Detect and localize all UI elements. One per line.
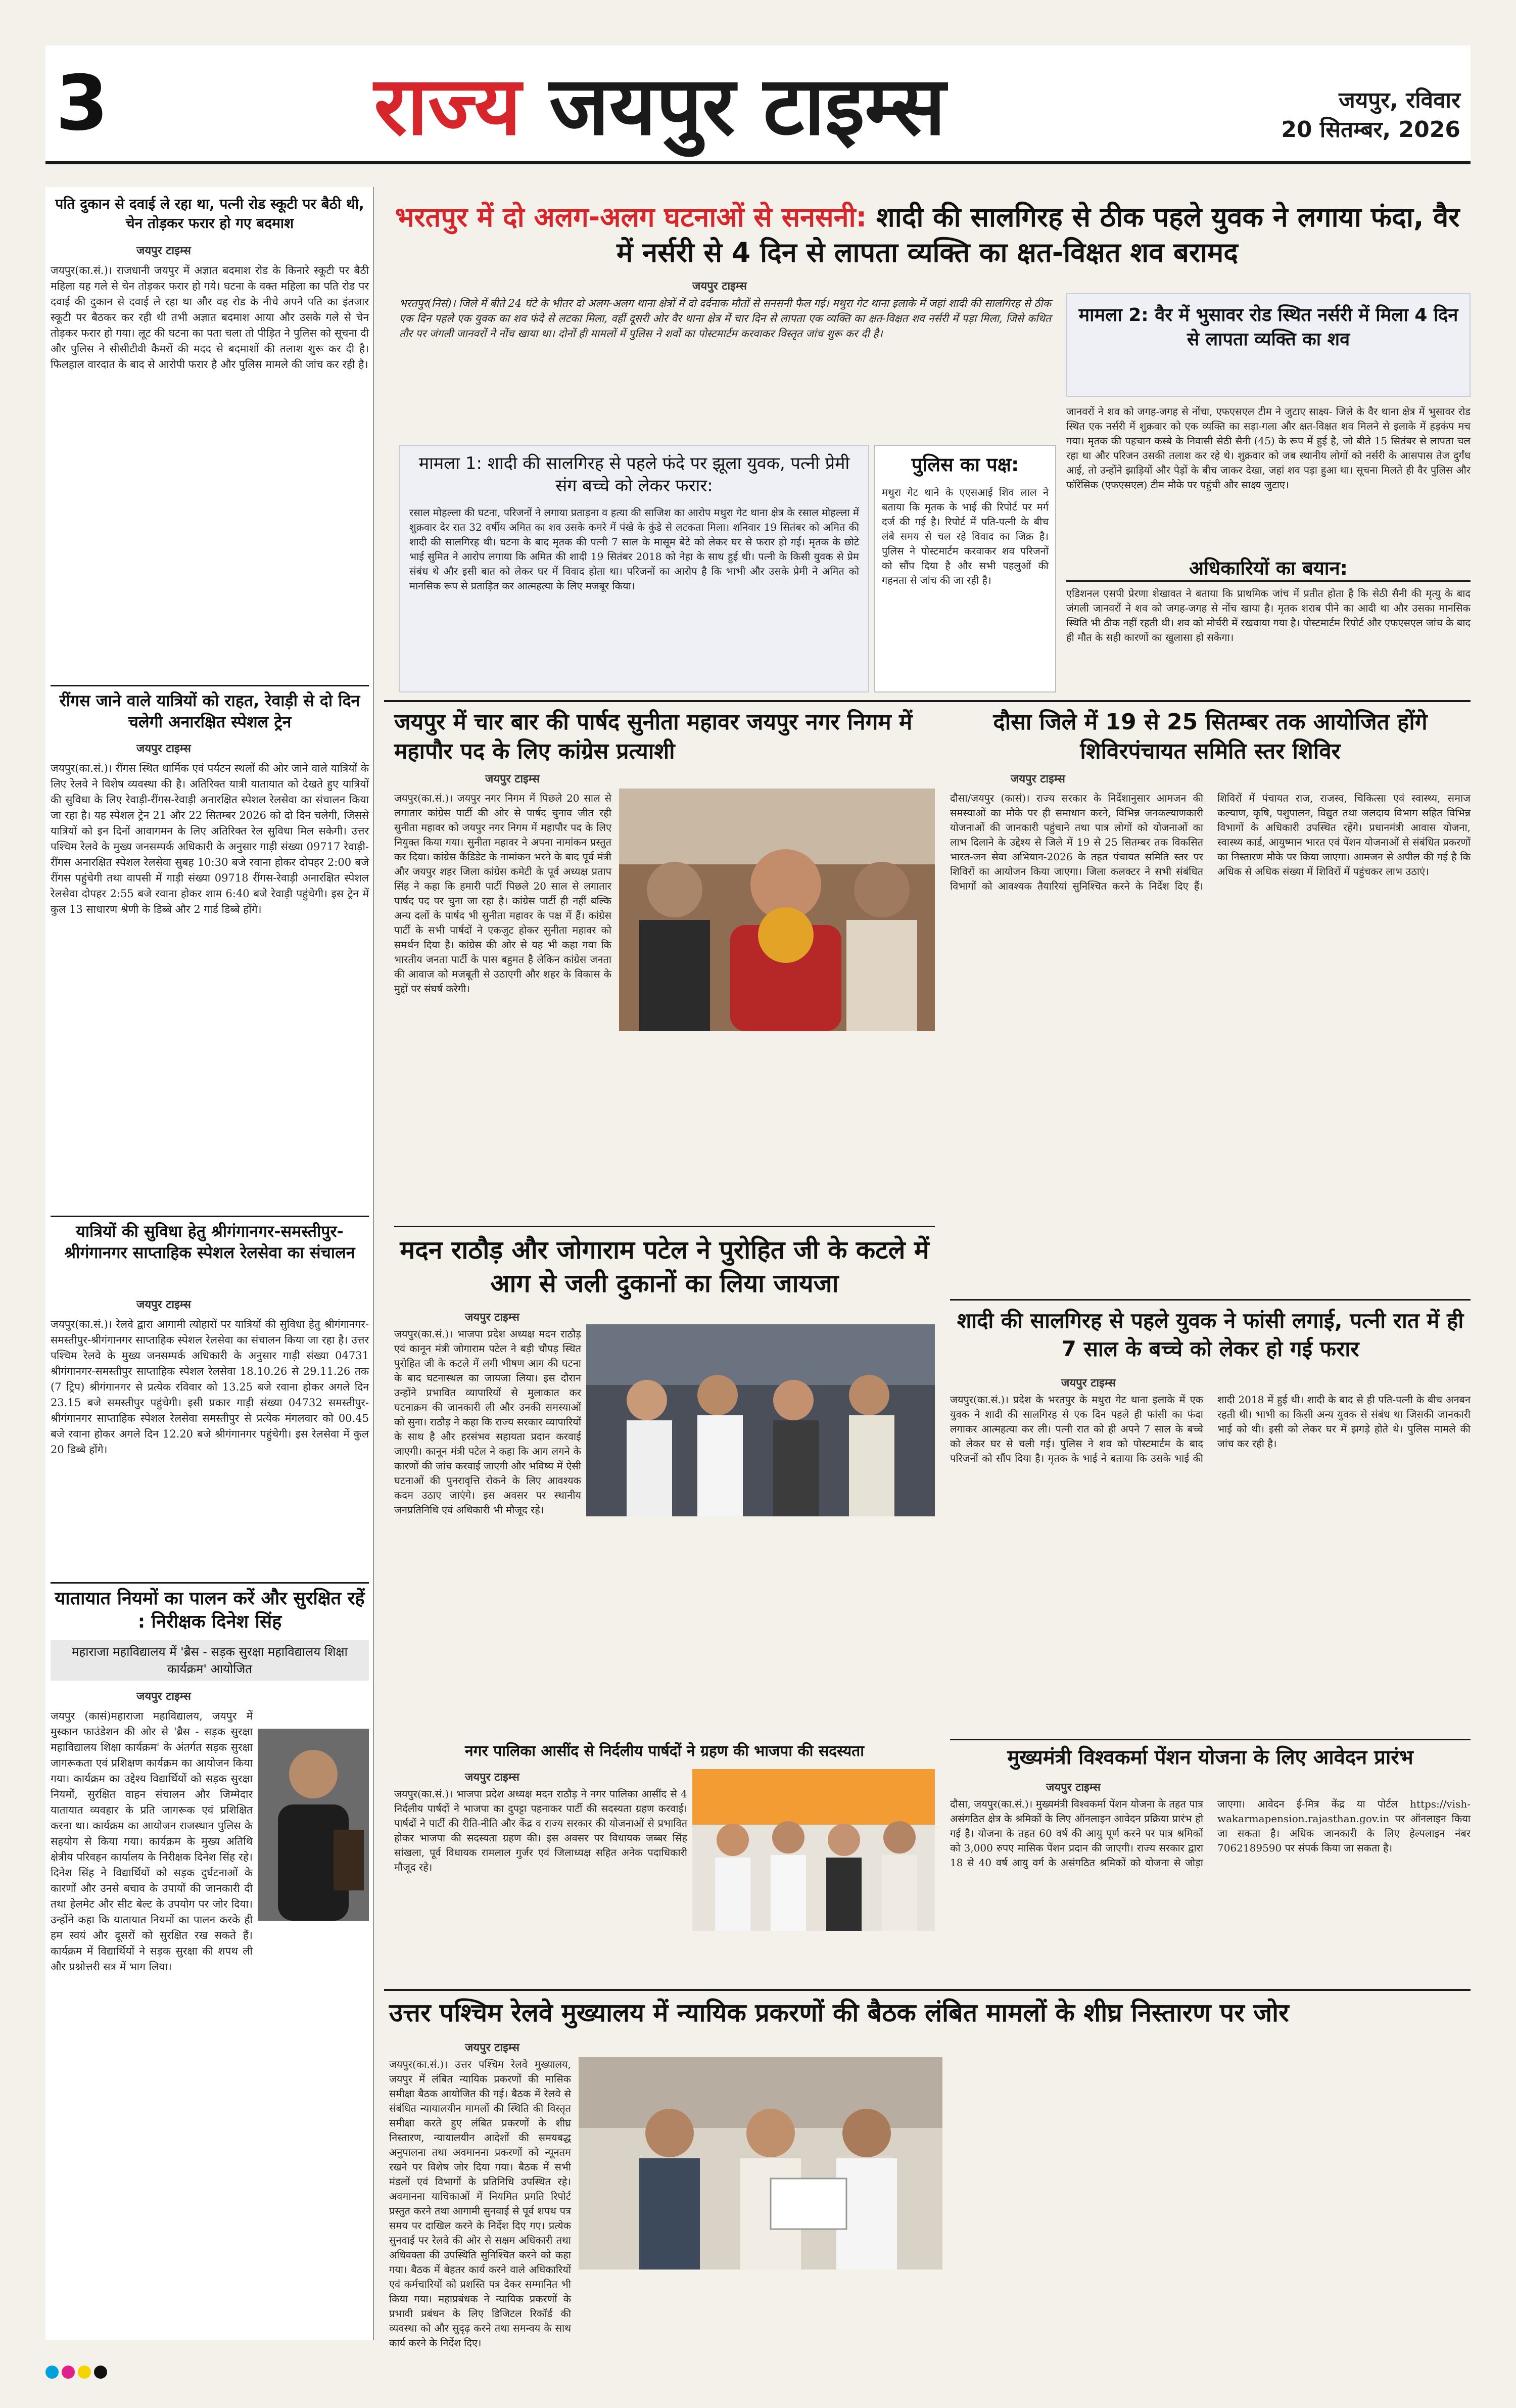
- inspection-photo-graphic: [586, 1324, 935, 1516]
- mid-m2-photo: [586, 1324, 935, 1516]
- registration-dot-cyan: [45, 2366, 59, 2379]
- lead-byline: जयपुर टाइम्स: [692, 280, 747, 293]
- mid-m1-headline: जयपुर में चार बार की पार्षद सुनीता महावर जयपुर नगर निगम में महापौर पद के लिए कांग्रेस प्रत्याशी: [394, 709, 913, 764]
- lead-case2-headline: मामला 2: वैर में भुसावर रोड स्थित नर्सरी में मिला 4 दिन से लापता व्यक्ति का शव: [1078, 305, 1458, 350]
- bottom-body-photo-caption: [579, 2275, 942, 2340]
- col1-a1-headline: पति दुकान से दवाई ले रहा था, पत्नी रोड स्कूटी पर बैठी थी, चेन तोड़कर फरार हो गए बदमाश: [55, 196, 364, 231]
- membership-photo-graphic: [692, 1769, 935, 1931]
- lead-headline-red: भरतपुर में दो अलग-अलग घटनाओं से सनसनी:: [395, 201, 867, 233]
- lead-intro: भरतपुर(निसं)। जिले में बीते 24 घंटे के भीतर दो अलग-अलग थाना क्षेत्रों में दो दर्दनाक मौतों से सनसनी फैल गई। मथुरा गेट थाना इलाके में जहां शादी की सालगिरह से ठीक एक दिन पहले एक युवक का शव फंदे से लटका मिला, वहीं दूसरी ओर वैर थाना क्षेत्र में चार दिन से लापता एक व्यक्ति का क्षत-विक्षत शव नर्सरी में पड़ा मिला, जिसे कथित तौर पर जंगली जानवरों ने नोंच खाया था। दोनों ही मामलों में पुलिस ने शवों का पोस्टमार्टम करवाकर विस्तृत जांच शुरू कर दी है।: [399, 297, 1051, 340]
- masthead-title-red: राज्य: [374, 59, 522, 153]
- mid-r1-body: दौसा/जयपुर (कासं)। राज्य सरकार के निर्देशानुसार आमजन की समस्याओं का मौके पर ही समाधान करने, विभिन्न जनकल्याणकारी योजनाओं की जानकारी पहुंचाने तथा पात्र लोगों को योजनाओं का लाभ दिलाने के उद्देश्य से जिले में 19 से 25 सितम्बर तक विकसित भारत-जन सेवा अभियान-2026 के तहत पंचायत समिति स्तर पर शिविरों का आयोजन किया जाएगा। जिला कलक्टर ने सभी संबंधित विभागों को आवश्यक तैयारियां सुनिश्चित करने के निर्देश दिए हैं। शिविरों में पंचायत राज, राजस्व, चिकित्सा एवं स्वास्थ्य, समाज कल्याण, कृषि, पशुपालन, विद्युत तथा जलदाय विभाग सहित विभिन्न विभागों के अधिकारी उपस्थित रहेंगे। प्रधानमंत्री आवास योजना, स्वास्थ्य कार्ड, आयुष्मान भारत एवं पेंशन योजनाओं से संबंधित प्रकरणों का निस्तारण मौके पर किया जाएगा। आमजन से अपील की गई है कि अधिक से अधिक संख्या में शिविरों में पहुंचकर लाभ उठाएं।: [950, 792, 1471, 892]
- bottom-body-left: जयपुर(का.सं.)। उत्तर पश्चिम रेलवे मुख्यालय, जयपुर में लंबित न्यायिक प्रकरणों की मासिक समीक्षा बैठक आयोजित की गई। बैठक में रेलवे से संबंधित न्यायालयीन मामलों की स्थिति की विस्तृत समीक्षा करते हुए लंबित प्रकरणों के शीघ्र निस्तारण, न्यायालयीन आदेशों की समयबद्ध अनुपालना तथा अवमानना प्रकरणों को न्यूनतम रखने पर विशेष जोर दिया गया। बैठक में सभी मंडलों एवं विभागों के प्रतिनिधि उपस्थित रहे। अवमानना याचिकाओं में नियमित प्रगति रिपोर्ट प्रस्तुत करने तथा आगामी सुनवाई से पूर्व शपथ पत्र समय पर दाखिल करने के निर्देश दिए गए। प्रत्येक सुनवाई पर रेलवे की ओर से सक्षम अधिकारी तथा अधिवक्ता की उपस्थिति सुनिश्चित करने को कहा गया। बैठक में बेहतर कार्य करने वाले अधिकारियों एवं कर्मचारियों को प्रशस्ति पत्र देकर सम्मानित भी किया गया। महाप्रबंधक ने न्यायिक प्रकरणों के प्रभावी प्रबंधन के लिए डिजिटल रिकॉर्ड की व्यवस्था को और सुदृढ़ करने तथा समन्वय के साथ कार्य करने के निर्देश दिए।: [389, 2058, 571, 2349]
- mid-r2-headline: शादी की सालगिरह से पहले युवक ने फांसी लगाई, पत्नी रात में ही 7 साल के बच्चे को लेकर हो गई फरार: [957, 1308, 1464, 1361]
- mid-right-divider-1: [950, 1299, 1471, 1301]
- lead-case1-headline: मामला 1: शादी की सालगिरह से पहले फंदे पर झूला युवक, पत्नी प्रेमी संग बच्चे को लेकर फरार:: [418, 453, 850, 496]
- bottom-body-right: [950, 2057, 1471, 2340]
- col1-a4-body: जयपुर (कासं)महाराजा महाविद्यालय, जयपुर में मुस्कान फाउंडेशन की ओर से 'ब्रैस - सड़क सुरक्षा महाविद्यालय शिक्षा कार्यक्रम' के अंतर्गत सड़क सुरक्षा जागरूकता एवं प्रशिक्षण कार्यक्रम का आयोजन किया गया। कार्यक्रम का उद्देश्य विद्यार्थियों को सड़क सुरक्षा नियमों, सुरक्षित वाहन संचालन और जिम्मेदार यातायात व्यवहार के प्रति जागरूक एवं प्रशिक्षित करना था। कार्यक्रम का आयोजन राजस्थान पुलिस के सहयोग से किया गया। कार्यक्रम के मुख्य अतिथि क्षेत्रीय परिवहन कार्यालय के निरीक्षक दिनेश सिंह रहे। दिनेश सिंह ने विद्यार्थियों को सड़क दुर्घटनाओं के कारणों और उनसे बचाव के उपायों की जानकारी दी तथा हेलमेट और सीट बेल्ट के उपयोग पर जोर दिया। उन्होंने कहा कि यातायात नियमों का पालन करके ही हम स्वयं और दूसरों को सुरक्षित रख सकते हैं। कार्यक्रम में विद्यार्थियों ने सड़क सुरक्षा की शपथ ली और प्रश्नोत्तरी सत्र में भाग लिया।: [51, 1710, 253, 1973]
- mid-r3-body: दौसा, जयपुर(का.सं.)। मुख्यमंत्री विश्वकर्मा पेंशन योजना के तहत पात्र असंगठित क्षेत्र के श्रमिकों के लिए ऑनलाइन आवेदन प्रक्रिया प्रारंभ हो गई है। योजना के तहत 60 वर्ष की आयु पूर्ण करने पर पात्र श्रमिकों को 3,000 रुपए मासिक पेंशन प्रदान की जाएगी। राज्य सरकार द्वारा 18 से 40 वर्ष आयु वर्ग के असंगठित श्रमिकों को योजना से जोड़ा जाएगा। आवेदन ई-मित्र केंद्र या पोर्टल https://vish-wakarmapension.rajasthan.gov.in पर ऑनलाइन किया जा सकता है। अधिक जानकारी के लिए हेल्पलाइन नंबर 7062189590 पर संपर्क किया जा सकता है।: [950, 1798, 1471, 1869]
- lead-police-body: मथुरा गेट थाने के एएसआई शिव लाल ने बताया कि मृतक के भाई की रिपोर्ट पर मर्ग दर्ज की गई है। रिपोर्ट में पति-पत्नी के बीच लंबे समय से चल रहे विवाद का जिक्र है। पुलिस ने पोस्टमार्टम करवाकर शव परिजनों को सौंप दिया है और सभी पहलुओं की गहनता से जांच की जा रही है।: [882, 486, 1049, 586]
- bottom-headline: उत्तर पश्चिम रेलवे मुख्यालय में न्यायिक प्रकरणों की बैठक लंबित मामलों के शीघ्र निस्तारण पर जोर: [389, 1998, 1289, 2027]
- col1-a3-headline: यात्रियों की सुविधा हेतु श्रीगंगानगर-समस्तीपुर- श्रीगंगानगर साप्ताहिक स्पेशल रेलसेवा का संचालन: [64, 1222, 355, 1262]
- lead-bottom-rule: [384, 700, 1471, 702]
- mid-m3-byline: जयपुर टाइम्स: [465, 1771, 519, 1784]
- mid-m3-headline: नगर पालिका आसींद से निर्दलीय पार्षदों ने ग्रहण की भाजपा की सदस्यता: [465, 1742, 864, 1760]
- col1-a3-body: जयपुर(का.सं.)। रेलवे द्वारा आगामी त्योहारों पर यात्रियों की सुविधा हेतु श्रीगंगानगर-समस्तीपुर-श्रीगंगानगर साप्ताहिक स्पेशल रेलसेवा का संचालन किया जा रहा है। उत्तर पश्चिम रेलवे के मुख्य जनसम्पर्क अधिकारी के अनुसार गाड़ी संख्या 04731 श्रीगंगानगर-समस्तीपुर साप्ताहिक स्पेशल रेलसेवा 18.10.26 से 29.11.26 तक (7 ट्रिप) श्रीगंगानगर से प्रत्येक रविवार को 13.25 बजे रवाना होकर अगले दिन 23.15 बजे समस्तीपुर पहुंचेगी। इसी प्रकार गाड़ी संख्या 04732 समस्तीपुर-श्रीगंगानगर साप्ताहिक स्पेशल रेलसेवा समस्तीपुर से प्रत्येक मंगलवार को 00.45 बजे रवाना होकर अगले दिन 12.20 बजे श्रीगंगानगर पहुंचेगी। इस रेलसेवा में कुल 20 डिब्बे होंगे।: [51, 1318, 369, 1456]
- mid-r3-headline: मुख्यमंत्री विश्वकर्मा पेंशन योजना के लिए आवेदन प्रारंभ: [1007, 1746, 1413, 1769]
- mid-m2-byline: जयपुर टाइम्स: [465, 1311, 519, 1324]
- masthead-title-black: जयपुर टाइम्स: [549, 59, 946, 153]
- footer-registration-marks: [45, 2366, 1471, 2386]
- bottom-top-rule: [384, 1989, 1471, 1991]
- mid-r1-headline: दौसा जिले में 19 से 25 सितम्बर तक आयोजित होंगे शिविरपंचायत समिति स्तर शिविर: [993, 709, 1428, 764]
- masthead-date-text: 20 सितम्बर, 2026: [1281, 117, 1460, 143]
- masthead-city-day: जयपुर, रविवार: [1339, 87, 1460, 113]
- lead-headline-black: शादी की सालगिरह से ठीक पहले युवक ने लगाया फंदा, वैर में नर्सरी से 4 दिन से लापता व्यक्ति का क्षत-विक्षत शव बरामद: [617, 201, 1460, 268]
- mid-m1-body-cont: [619, 1036, 935, 1221]
- mid-r2-byline: जयपुर टाइम्स: [1061, 1377, 1116, 1390]
- lead-police-headline: पुलिस का पक्ष:: [911, 453, 1019, 476]
- col1-a2-headline: रींगस जाने वाले यात्रियों को राहत, रेवाड़ी से दो दिन चलेगी अनारक्षित स्पेशल ट्रेन: [59, 691, 360, 731]
- mid-right-divider-2: [950, 1739, 1471, 1740]
- candidate-photo-graphic: [619, 789, 935, 1031]
- speaker-photo-graphic: [258, 1729, 369, 1921]
- col1-a1-body: जयपुर(का.सं.)। राजधानी जयपुर में अज्ञात बदमाश रोड के किनारे स्कूटी पर बैठी महिला यह गले से चेन तोड़कर फरार हो गये। घटना के वक्त महिला का पति रोड पर दवाई की दुकान से दवाई ले रहा था और वह रोड के नीचे अपने पति का इंतजार स्कूटी पर बैठकर कर रही थी तभी अज्ञात बदमाश आया और उसके गले से चेन तोड़कर फरार हो गया। लूट की घटना का पता चला तो पीड़ित ने पुलिस को सूचना दी और पुलिस ने सीसीटीवी कैमरों की मदद से बदमाशों की तलाश शुरू कर दी है। फिलहाल वारदात के बाद से आरोपी फरार है और पुलिस मामले की जांच कर रही है।: [51, 264, 369, 371]
- masthead-date: [1238, 86, 1460, 145]
- mid-m3-body: जयपुर(का.सं.)। भाजपा प्रदेश अध्यक्ष मदन राठौड़ ने नगर पालिका आसींद से 4 निर्दलीय पार्षदों ने भाजपा का दुपट्टा पहनाकर पार्टी की सदस्यता ग्रहण करवाई। पार्षदों ने पार्टी की रीति-नीति और केंद्र व राज्य सरकार की योजनाओं से प्रभावित होकर भाजपा की सदस्यता ग्रहण की। इस अवसर पर विधायक जब्बर सिंह सांखला, पूर्व विधायक रामलाल गुर्जर एवं जिलाध्यक्ष सहित अनेक पदाधिकारी मौजूद रहे।: [394, 1788, 687, 1873]
- registration-dot-black: [94, 2366, 107, 2379]
- mid-r2-body: जयपुर(का.सं.)। प्रदेश के भरतपुर के मथुरा गेट थाना इलाके में एक युवक ने शादी की सालगिरह से एक दिन पहले ही फांसी का फंदा लगाकर आत्महत्या कर ली। पत्नी रात को ही अपने 7 साल के बच्चे को लेकर घर से चली गई। पुलिस ने शव को पोस्टमार्टम के बाद परिजनों को सौंप दिया है। मृतक के भाई ने बताया कि उसके भाई की शादी 2018 में हुई थी। शादी के बाद से ही पति-पत्नी के बीच अनबन रहती थी। भाभी का किसी अन्य युवक से संबंध था जिसकी जानकारी भाई को थी। इसी को लेकर घर में झगड़े होते थे। पुलिस मामले की जांच कर रही है।: [950, 1394, 1471, 1464]
- col1-a2-body: जयपुर(का.सं.)। रींगस स्थित धार्मिक एवं पर्यटन स्थलों की ओर जाने वाले यात्रियों के लिए रेलवे ने विशेष व्यवस्था की है। अतिरिक्त यात्री यातायात को देखते हुए यात्रियों की सुविधा के लिए रेवाड़ी-रींगस-रेवाड़ी अनारक्षित स्पेशल रेलसेवा का संचालन किया जा रहा है। यह स्पेशल ट्रेन 21 और 22 सितम्बर 2026 को दो दिन चलेगी, जिससे यात्रियों को इन दिनों आवागमन के लिए अतिरिक्त रेल सुविधा मिल सकेगी। उत्तर पश्चिम रेलवे के मुख्य जनसम्पर्क अधिकारी के अनुसार गाड़ी संख्या 09717 रेवाड़ी-रींगस अनारक्षित स्पेशल रेलसेवा सुबह 10:30 बजे रवाना होकर दोपहर 2:00 बजे रींगस पहुंचेगी तथा वापसी में गाड़ी संख्या 09718 रींगस-रेवाड़ी अनारक्षित स्पेशल रेलसेवा दोपहर 2:55 बजे रवाना होकर शाम 6:40 बजे रेवाड़ी पहुंचेगी। इस ट्रेन में कुल 13 साधारण श्रेणी के डिब्बे और 2 गार्ड डिब्बे होंगे।: [51, 762, 369, 915]
- col1-divider-1: [51, 685, 369, 686]
- registration-dot-yellow: [78, 2366, 91, 2379]
- meeting-award-photo-graphic: [579, 2057, 942, 2270]
- bottom-photo: [579, 2057, 942, 2270]
- lead-case1-body: रसाल मोहल्ला की घटना, परिजनों ने लगाया प्रताड़ना व हत्या की साजिश का आरोप मथुरा गेट थाना क्षेत्र के रसाल मोहल्ला में शुक्रवार देर रात 32 वर्षीय अमित का शव उसके कमरे में पंखे के कुंडे से लटकता मिला। शनिवार 19 सितंबर को अमित की शादी की सालगिरह थी। घटना के बाद मृतक की पत्नी 7 साल के मासूम बेटे को लेकर घर से फरार हो गई। मृतक के छोटे भाई सुमित ने आरोप लगाया कि अमित की शादी 19 सितंबर 2018 को नेहा के साथ हुई थी। पत्नी के किसी युवक से प्रेम संबंध थे और इसी बात को लेकर घर में विवाद होता था। परिजनों का आरोप है कि भाभी और उसके प्रेमी ने अमित को मानसिक रूप से प्रताड़ित कर आत्महत्या के लिए मजबूर किया।: [409, 506, 859, 592]
- mid-m1-body: जयपुर(का.सं.)। जयपुर नगर निगम में पिछले 20 साल से लगातार कांग्रेस पार्टी की ओर से पार्षद चुनाव जीत रही सुनीता महावर को जयपुर नगर निगम में महापौर पद के लिए नियुक्त किया गया। सुनीता महावर ने अपना नामांकन प्रस्तुत कर दिया। कांग्रेस कैंडिडेट के नामांकन भरने के बाद पूर्व मंत्री और जयपुर शहर जिला कांग्रेस कमेटी के पूर्व अध्यक्ष प्रताप सिंह ने कहा कि हमारी पार्टी पिछले 20 साल से लगातार पार्षद पद पर चुना जा रहा है। कांग्रेस पार्टी ही नहीं बल्कि अन्य दलों के पार्षद भी सुनीता महावर के पक्ष में हैं। कांग्रेस पार्टी के सभी पार्षदों ने एकजुट होकर सुनीता महावर को समर्थन दिया है। कांग्रेस की ओर से यह भी कहा गया कि भारतीय जनता पार्टी के पास बहुमत है लेकिन कांग्रेस जनता की आवाज को मजबूती से उठाएगी और शहर के विकास के मुद्दों पर संघर्ष करेगी।: [394, 792, 611, 995]
- mid-m2-body-cont: [586, 1521, 935, 1736]
- mid-m1-byline: जयपुर टाइम्स: [485, 773, 540, 785]
- col1-divider-2: [51, 1216, 369, 1217]
- mid-m2-body: जयपुर(का.सं.)। भाजपा प्रदेश अध्यक्ष मदन राठौड़ एवं कानून मंत्री जोगाराम पटेल ने बड़ी चौपड़ स्थित पुरोहित जी के कटले में लगी भीषण आग की घटना के बाद घटनास्थल का जायजा लिया। इस दौरान उन्होंने प्रभावित व्यापारियों से मुलाकात कर घटनाक्रम की जानकारी ली और उनकी समस्याओं को सुना। राठौड़ ने कहा कि राज्य सरकार व्यापारियों के साथ है और हरसंभव सहायता प्रदान करवाई जाएगी। कानून मंत्री पटेल ने कहा कि आग लगने के कारणों की जांच करवाई जाएगी और भविष्य में ऐसी घटनाओं की पुनरावृत्ति रोकने के लिए आवश्यक कदम उठाए जाएंगे। इस अवसर पर स्थानीय जनप्रतिनिधि एवं अधिकारी भी मौजूद रहे।: [394, 1328, 581, 1516]
- mid-m3-photo: [692, 1769, 935, 1931]
- mid-m1-photo: [619, 789, 935, 1031]
- col1-a3-byline: जयपुर टाइम्स: [136, 1299, 191, 1311]
- mid-r1-byline: जयपुर टाइम्स: [1011, 773, 1065, 785]
- col1-speaker-photo: [258, 1729, 369, 1921]
- lead-officials-body: एडिशनल एसपी प्रेरणा शेखावत ने बताया कि प्राथमिक जांच में प्रतीत होता है कि सेठी सैनी की मृत्यु के बाद जंगली जानवरों ने शव को जगह-जगह से नोंच खाया है। मृतक शराब पीने का आदी था और उसका मानसिक स्थिति भी ठीक नहीं रहती थी। शव को मोर्चरी में रखवाया गया है। पोस्टमार्टम रिपोर्ट और एफएसएल जांच के बाद ही मौत के सही कारणों का खुलासा हो सकेगा।: [1066, 587, 1471, 643]
- lead-case2-body: जानवरों ने शव को जगह-जगह से नोंचा, एफएसएल टीम ने जुटाए साक्ष्य- जिले के वैर थाना क्षेत्र में भुसावर रोड स्थित एक नर्सरी में शुक्रवार को एक व्यक्ति का सड़ा-गला और क्षत-विक्षत शव मिलने से इलाके में हड़कंप मच गया। मृतक की पहचान कस्बे के निवासी सेठी सैनी (45) के रूप में हुई है, जो बीते 15 सितंबर से लापता चल रहा था और परिजन उसकी तलाश कर रहे थे। शुक्रवार को जब स्थानीय लोगों को नर्सरी के आसपास तेज दुर्गंध आई, तो उन्होंने झाड़ियों और पेड़ों के बीच जाकर देखा, जहां शव पड़ा हुआ था। सूचना मिलते ही वैर पुलिस और फॉरेंसिक (एफएसएल) टीम मौके पर पहुंची और साक्ष्य जुटाए।: [1066, 405, 1471, 491]
- col1-a4-byline: जयपुर टाइम्स: [136, 1690, 191, 1703]
- lead-headline: [384, 200, 1471, 270]
- mid-m2-headline: मदन राठौड़ और जोगाराम पटेल ने पुरोहित जी के कटले में आग से जली दुकानों का लिया जायजा: [400, 1235, 929, 1298]
- col1-divider-3: [51, 1582, 369, 1584]
- lead-officials-headline: अधिकारियों का बयान:: [1066, 556, 1471, 582]
- col1-a1-byline: जयपुर टाइम्स: [136, 245, 191, 257]
- mid-divider-1: [394, 1226, 935, 1227]
- col1-a4-headline: यातायात नियमों का पालन करें और सुरक्षित रहें : निरीक्षक दिनेश सिंह: [55, 1588, 365, 1632]
- masthead-title: [374, 59, 946, 153]
- mid-r3-byline: जयपुर टाइम्स: [1046, 1781, 1101, 1794]
- registration-dot-magenta: [62, 2366, 75, 2379]
- bottom-byline: जयपुर टाइम्स: [465, 2042, 519, 2054]
- page-number: 3: [56, 60, 109, 148]
- col1-a2-byline: जयपुर टाइम्स: [136, 743, 191, 755]
- col1-a4-subhead: महाराजा महाविद्यालय में 'ब्रैस - सड़क सुरक्षा महाविद्यालय शिक्षा कार्यक्रम' आयोजित: [51, 1640, 369, 1681]
